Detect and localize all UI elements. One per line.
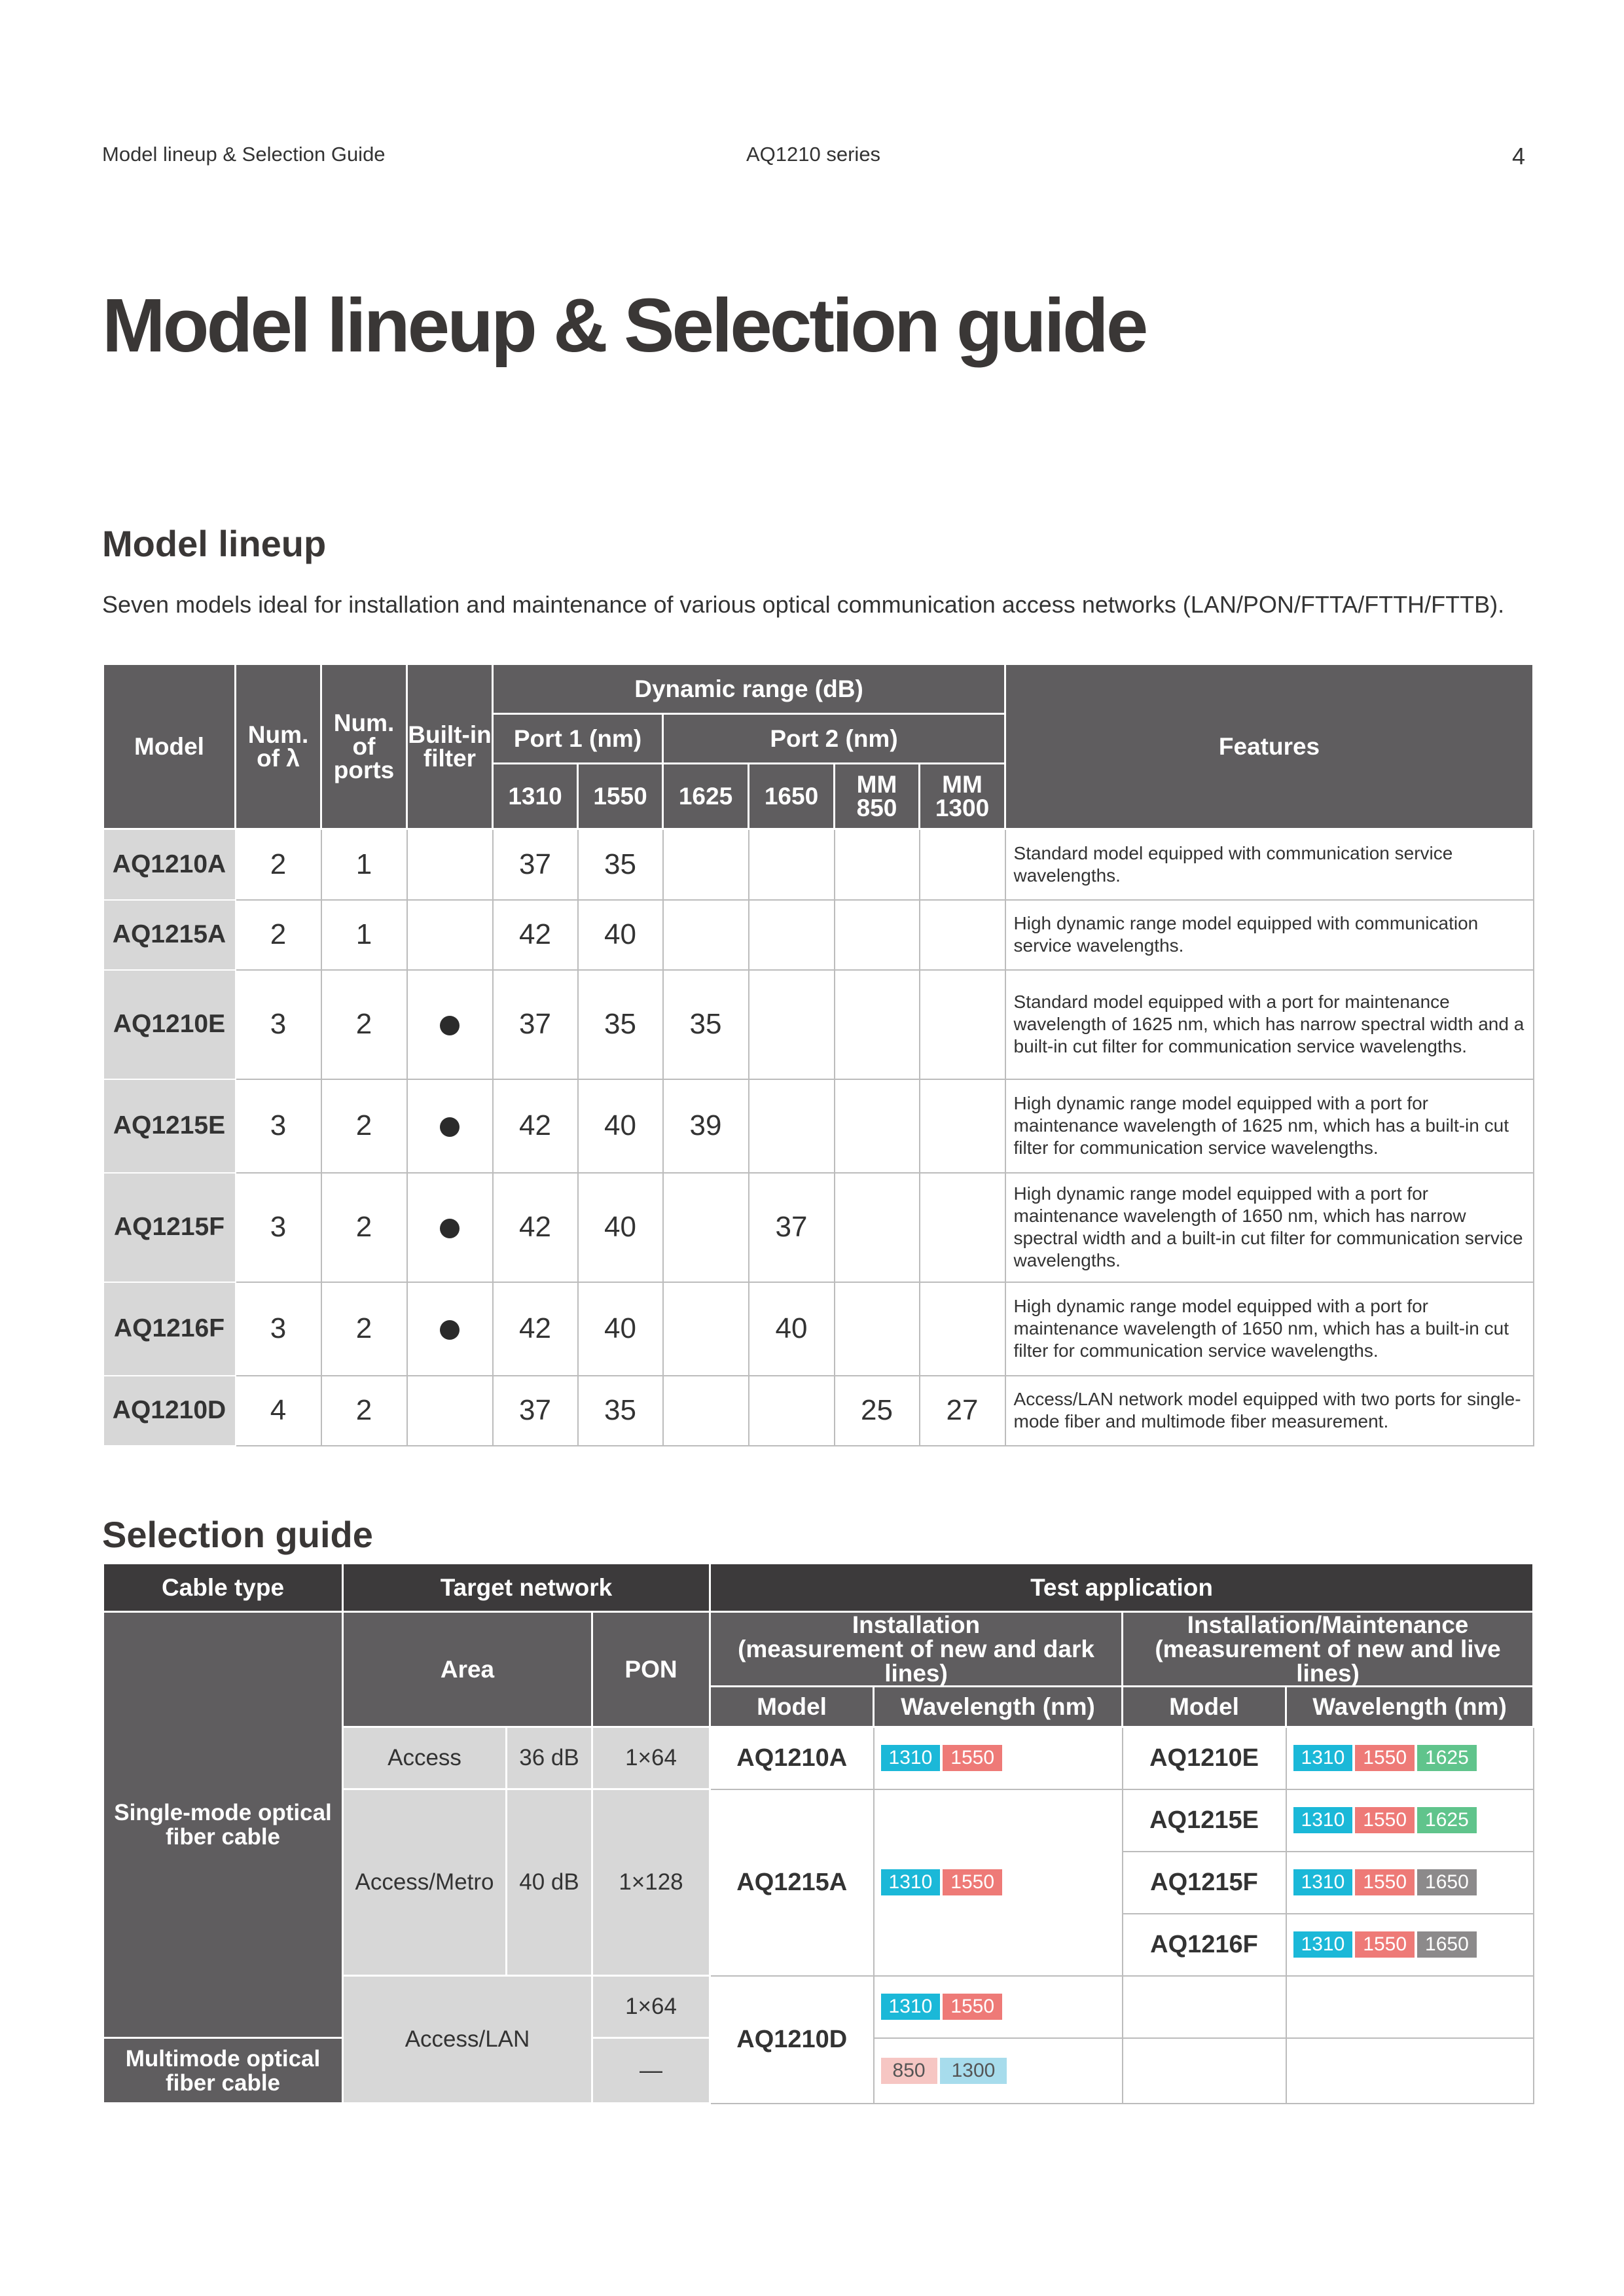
- lineup-ports-cell: 2: [321, 1079, 407, 1173]
- col-num-ports: Num. of ports: [321, 664, 407, 829]
- lineup-features-cell: Standard model equipped with communication service wavelengths.: [1005, 829, 1534, 900]
- lineup-range-mm850: [835, 970, 920, 1079]
- filter-dot-icon: [440, 1117, 460, 1137]
- lineup-filter-cell: [407, 1173, 493, 1282]
- wl-chip-1550: 1550: [943, 1869, 1002, 1895]
- area-access-lan: Access/LAN: [343, 1976, 592, 2104]
- header-doc-title: Model lineup & Selection Guide: [102, 143, 386, 166]
- lineup-filter-cell: [407, 1079, 493, 1173]
- lineup-range-1310: 42: [493, 1173, 578, 1282]
- col-maint-model: Model: [1123, 1687, 1286, 1727]
- wl-chip-1625: 1625: [1417, 1745, 1477, 1771]
- wl-chip-1625: 1625: [1417, 1807, 1477, 1833]
- lineup-range-mm1300: [920, 1079, 1005, 1173]
- inst-model-lan: AQ1210D: [710, 1976, 874, 2104]
- maint-wl-metro-2: [1286, 1852, 1534, 1914]
- lineup-range-1650: [749, 970, 835, 1079]
- model-lineup-table: [102, 663, 1534, 1446]
- col-1310: 1310: [493, 764, 578, 829]
- lineup-ports-cell: 2: [321, 1376, 407, 1446]
- install-maint-subtitle: (measurement of new and live lines): [1155, 1636, 1501, 1687]
- wl-chip-1550: 1550: [1355, 1869, 1415, 1895]
- lineup-range-1550: 35: [578, 970, 663, 1079]
- col-dynamic-range: Dynamic range (dB): [493, 664, 1005, 714]
- col-mm850: MM 850: [835, 764, 920, 829]
- col-pon: PON: [592, 1612, 710, 1727]
- inst-wl-lan-sm: [874, 1976, 1123, 2038]
- lineup-range-1310: 42: [493, 1282, 578, 1376]
- lineup-model-cell: AQ1215F: [103, 1173, 236, 1282]
- lineup-range-1310: 42: [493, 900, 578, 970]
- lineup-range-1310: 37: [493, 1376, 578, 1446]
- col-port2: Port 2 (nm): [663, 714, 1005, 764]
- col-inst-model: Model: [710, 1687, 874, 1727]
- filter-dot-icon: [440, 1219, 460, 1238]
- inst-model-metro: AQ1215A: [710, 1789, 874, 1976]
- lineup-model-cell: AQ1215A: [103, 900, 236, 970]
- lineup-features-cell: Standard model equipped with a port for maintenance wavelength of 1625 nm, which has narrow spectral width and a built-in cut filter for communication service wavelengths.: [1005, 970, 1534, 1079]
- lineup-row: [103, 829, 1534, 900]
- lineup-row: [103, 1173, 1534, 1282]
- lineup-lambda-cell: 3: [236, 1282, 321, 1376]
- filter-dot-icon: [440, 1016, 460, 1035]
- page-number: 4: [1512, 143, 1526, 170]
- range-access: 36 dB: [507, 1727, 592, 1789]
- lineup-range-mm1300: [920, 1173, 1005, 1282]
- col-port1: Port 1 (nm): [493, 714, 663, 764]
- lineup-range-1650: [749, 900, 835, 970]
- lineup-ports-cell: 2: [321, 1173, 407, 1282]
- wl-chip-1550: 1550: [1355, 1807, 1415, 1833]
- lineup-features-cell: High dynamic range model equipped with a port for maintenance wavelength of 1650 nm, which has a built-in cut filter for communication service wavelengths.: [1005, 1282, 1534, 1376]
- col-model: Model: [103, 664, 236, 829]
- install-maint-title: Installation/Maintenance: [1187, 1611, 1469, 1638]
- lineup-range-1625: [663, 1173, 749, 1282]
- lineup-range-1550: 35: [578, 1376, 663, 1446]
- lineup-row: [103, 1079, 1534, 1173]
- col-1650: 1650: [749, 764, 835, 829]
- maint-model-metro-2: AQ1215F: [1123, 1852, 1286, 1914]
- lineup-features-cell: Access/LAN network model equipped with two ports for single-mode fiber and multimode fiber measurement.: [1005, 1376, 1534, 1446]
- lineup-range-1550: 40: [578, 1079, 663, 1173]
- lineup-range-1550: 40: [578, 900, 663, 970]
- wl-chip-1310: 1310: [1293, 1807, 1353, 1833]
- wl-chip-1310: 1310: [1293, 1745, 1353, 1771]
- col-mm1300: MM 1300: [920, 764, 1005, 829]
- lineup-model-cell: AQ1215E: [103, 1079, 236, 1173]
- lineup-ports-cell: 1: [321, 829, 407, 900]
- wl-chip-1310: 1310: [881, 1994, 941, 2020]
- lineup-range-1625: [663, 1376, 749, 1446]
- lineup-range-1550: 40: [578, 1282, 663, 1376]
- wl-chip-1550: 1550: [943, 1994, 1002, 2020]
- area-access: Access: [343, 1727, 507, 1789]
- lineup-range-1650: [749, 1376, 835, 1446]
- wl-chip-1310: 1310: [1293, 1931, 1353, 1958]
- lineup-features-cell: High dynamic range model equipped with a port for maintenance wavelength of 1625 nm, which has a built-in cut filter for communication service wavelengths.: [1005, 1079, 1534, 1173]
- cable-single-mode: Single-mode optical fiber cable: [103, 1612, 343, 2038]
- wl-chip-1300: 1300: [940, 2058, 1007, 2084]
- lineup-range-mm1300: 27: [920, 1376, 1005, 1446]
- lineup-range-1650: [749, 1079, 835, 1173]
- inst-wl-access: [874, 1727, 1123, 1789]
- maint-model-access: AQ1210E: [1123, 1727, 1286, 1789]
- lineup-range-mm1300: [920, 900, 1005, 970]
- lineup-lambda-cell: 3: [236, 1079, 321, 1173]
- lineup-model-cell: AQ1210D: [103, 1376, 236, 1446]
- pon-access-metro: 1×128: [592, 1789, 710, 1976]
- col-1625: 1625: [663, 764, 749, 829]
- col-maint-wavelength: Wavelength (nm): [1286, 1687, 1534, 1727]
- filter-dot-icon: [440, 1320, 460, 1340]
- col-num-lambda: Num. of λ: [236, 664, 321, 829]
- inst-wl-lan-mm: [874, 2038, 1123, 2104]
- col-area: Area: [343, 1612, 592, 1727]
- lineup-model-cell: AQ1216F: [103, 1282, 236, 1376]
- lineup-range-mm1300: [920, 1282, 1005, 1376]
- lineup-filter-cell: [407, 970, 493, 1079]
- lineup-range-mm850: [835, 829, 920, 900]
- pon-access: 1×64: [592, 1727, 710, 1789]
- lineup-features-cell: High dynamic range model equipped with communication service wavelengths.: [1005, 900, 1534, 970]
- page-title: Model lineup & Selection guide: [102, 283, 1146, 368]
- lineup-range-mm1300: [920, 970, 1005, 1079]
- lineup-range-1625: [663, 1282, 749, 1376]
- wl-chip-1550: 1550: [943, 1745, 1002, 1771]
- maint-wl-metro-1: [1286, 1789, 1534, 1852]
- lineup-filter-cell: [407, 1376, 493, 1446]
- lineup-range-mm850: [835, 1282, 920, 1376]
- lineup-range-1625: 39: [663, 1079, 749, 1173]
- inst-model-access: AQ1210A: [710, 1727, 874, 1789]
- pon-access-lan-sm: 1×64: [592, 1976, 710, 2038]
- inst-wl-metro: [874, 1789, 1123, 1976]
- lineup-lambda-cell: 2: [236, 900, 321, 970]
- lineup-description: Seven models ideal for installation and maintenance of various optical communication access networks (LAN/PON/FTTA/FTTH/FTTB).: [102, 591, 1505, 618]
- lineup-heading: Model lineup: [102, 523, 327, 564]
- lineup-range-mm1300: [920, 829, 1005, 900]
- wl-chip-1650: 1650: [1417, 1931, 1477, 1958]
- wl-chip-1310: 1310: [1293, 1869, 1353, 1895]
- lineup-range-1625: [663, 900, 749, 970]
- lineup-range-1625: [663, 829, 749, 900]
- lineup-range-1650: 37: [749, 1173, 835, 1282]
- lineup-row: [103, 1376, 1534, 1446]
- maint-wl-metro-3: [1286, 1914, 1534, 1976]
- lineup-range-1650: 40: [749, 1282, 835, 1376]
- col-install-maintenance: [1123, 1612, 1534, 1687]
- range-access-metro: 40 dB: [507, 1789, 592, 1976]
- installation-title: Installation: [852, 1611, 981, 1638]
- lineup-features-cell: High dynamic range model equipped with a port for maintenance wavelength of 1650 nm, which has narrow spectral width and a built-in cut filter for communication service wavelengths.: [1005, 1173, 1534, 1282]
- col-test-application: Test application: [710, 1564, 1534, 1612]
- lineup-filter-cell: [407, 900, 493, 970]
- lineup-range-1310: 42: [493, 1079, 578, 1173]
- maint-model-lan-sm: [1123, 1976, 1286, 2038]
- installation-subtitle: (measurement of new and dark lines): [738, 1636, 1094, 1687]
- maint-model-metro-3: AQ1216F: [1123, 1914, 1286, 1976]
- lineup-range-mm850: [835, 1173, 920, 1282]
- maint-model-metro-1: AQ1215E: [1123, 1789, 1286, 1852]
- col-target-network: Target network: [343, 1564, 710, 1612]
- lineup-range-1310: 37: [493, 829, 578, 900]
- area-access-metro: Access/Metro: [343, 1789, 507, 1976]
- lineup-ports-cell: 2: [321, 970, 407, 1079]
- col-1550: 1550: [578, 764, 663, 829]
- lineup-range-1650: [749, 829, 835, 900]
- lineup-range-1310: 37: [493, 970, 578, 1079]
- lineup-lambda-cell: 4: [236, 1376, 321, 1446]
- lineup-range-1550: 35: [578, 829, 663, 900]
- wl-chip-850: 850: [881, 2058, 937, 2084]
- lineup-row: [103, 1282, 1534, 1376]
- lineup-filter-cell: [407, 1282, 493, 1376]
- selection-heading: Selection guide: [102, 1514, 373, 1555]
- col-cable-type: Cable type: [103, 1564, 343, 1612]
- lineup-range-mm850: [835, 900, 920, 970]
- lineup-range-mm850: [835, 1079, 920, 1173]
- cable-multimode: Multimode optical fiber cable: [103, 2038, 343, 2104]
- col-inst-wavelength: Wavelength (nm): [874, 1687, 1123, 1727]
- wl-chip-1310: 1310: [881, 1745, 941, 1771]
- col-builtin-filter: Built-in filter: [407, 664, 493, 829]
- lineup-range-mm850: 25: [835, 1376, 920, 1446]
- lineup-row: [103, 900, 1534, 970]
- col-features: Features: [1005, 664, 1534, 829]
- wl-chip-1650: 1650: [1417, 1869, 1477, 1895]
- lineup-model-cell: AQ1210E: [103, 970, 236, 1079]
- lineup-model-cell: AQ1210A: [103, 829, 236, 900]
- lineup-range-1625: 35: [663, 970, 749, 1079]
- selection-guide-table: [102, 1562, 1534, 2104]
- wl-chip-1550: 1550: [1355, 1931, 1415, 1958]
- pon-access-lan-mm: —: [592, 2038, 710, 2104]
- lineup-row: [103, 970, 1534, 1079]
- maint-wl-lan-mm: [1286, 2038, 1534, 2104]
- maint-wl-access: [1286, 1727, 1534, 1789]
- maint-wl-lan-sm: [1286, 1976, 1534, 2038]
- header-series: AQ1210 series: [746, 143, 881, 166]
- wl-chip-1310: 1310: [881, 1869, 941, 1895]
- lineup-ports-cell: 2: [321, 1282, 407, 1376]
- lineup-range-1550: 40: [578, 1173, 663, 1282]
- lineup-ports-cell: 1: [321, 900, 407, 970]
- lineup-filter-cell: [407, 829, 493, 900]
- col-installation: [710, 1612, 1123, 1687]
- lineup-lambda-cell: 2: [236, 829, 321, 900]
- wl-chip-1550: 1550: [1355, 1745, 1415, 1771]
- lineup-lambda-cell: 3: [236, 1173, 321, 1282]
- maint-model-lan-mm: [1123, 2038, 1286, 2104]
- lineup-lambda-cell: 3: [236, 970, 321, 1079]
